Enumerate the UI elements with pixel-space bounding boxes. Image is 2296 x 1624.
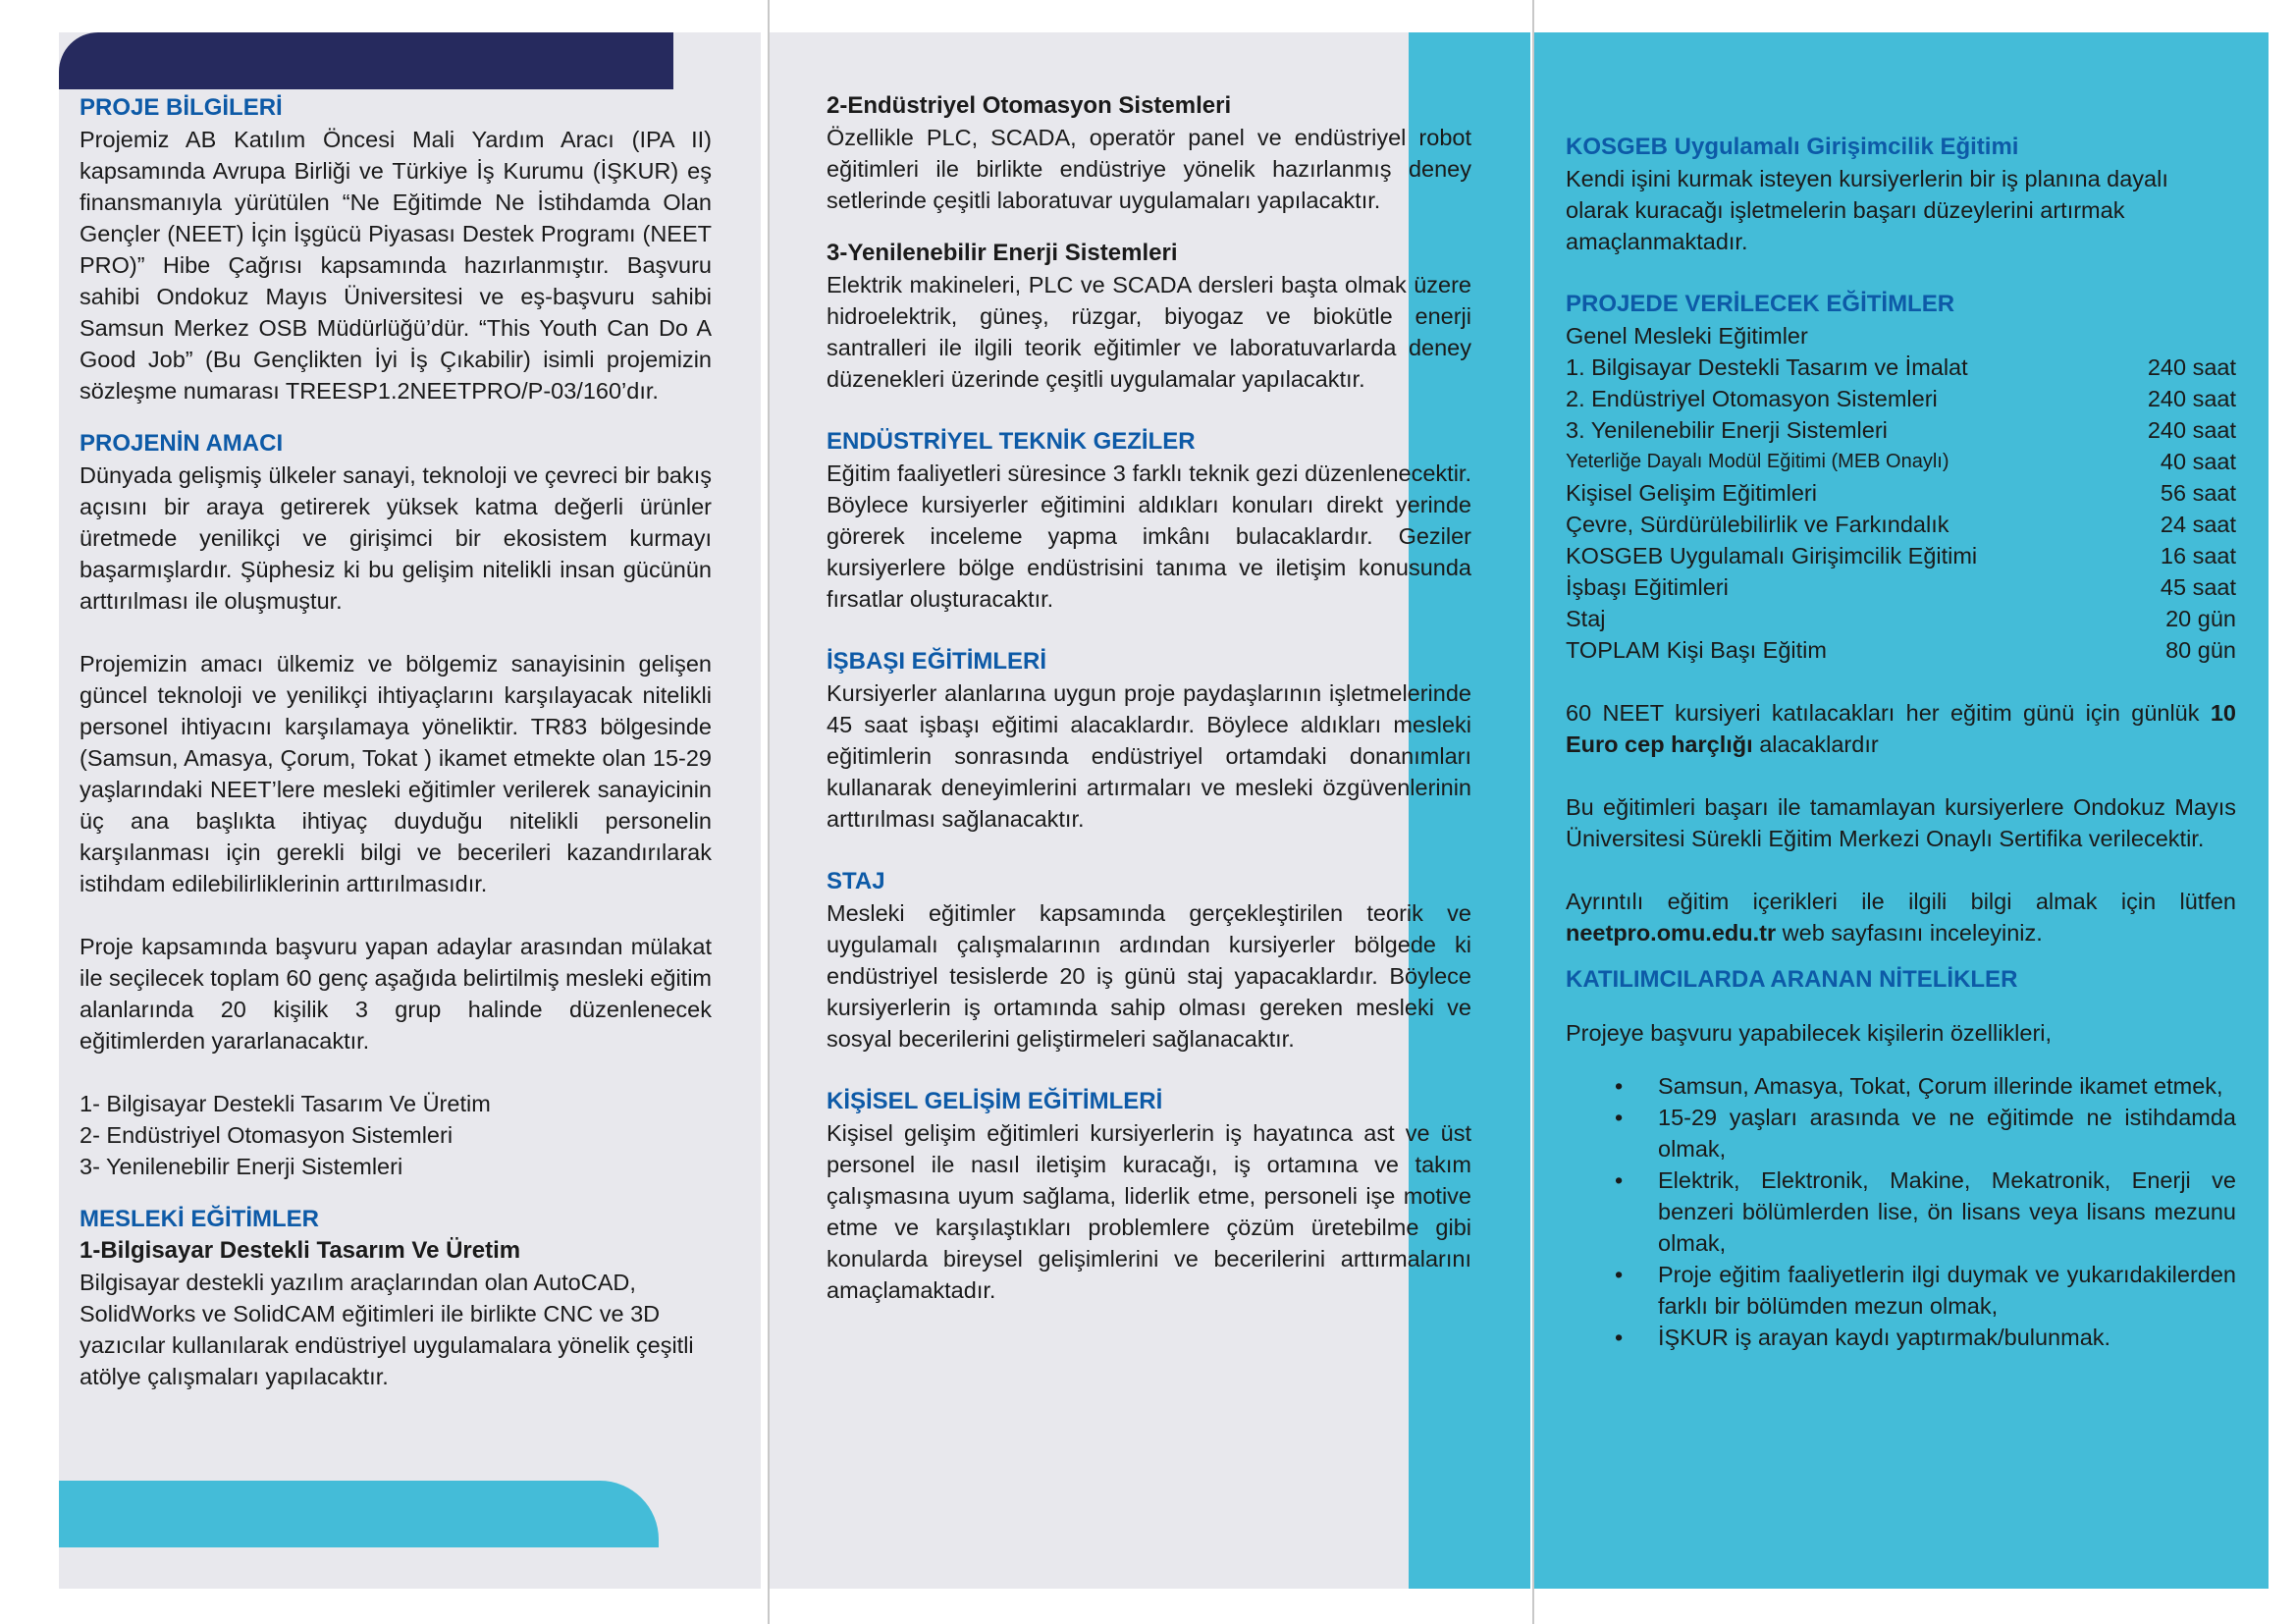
table-row (1566, 446, 2236, 477)
list-item: 1- Bilgisayar Destekli Tasarım Ve Üretim (80, 1091, 491, 1116)
table-row (1566, 571, 2236, 603)
table-row (1566, 383, 2236, 414)
table-cell-hours: 56 saat (2160, 480, 2236, 506)
table-row (1566, 352, 2236, 383)
table-row (1566, 540, 2236, 571)
mesleki-text: Bilgisayar destekli yazılım araçlarından olan AutoCAD, SolidWorks ve SolidCAM eğitimleri ile birlikte CNC ve 3D yazıcılar kullanılarak endüstriyel uygulamalara yönelik çeşitli atölye çalışmaları yapılacaktır. (80, 1270, 694, 1389)
list-item: • Samsun, Amasya, Tokat, Çorum illerinde ikamet etmek, (1615, 1070, 2236, 1102)
enerji-subheading: 3-Yenilenebilir Enerji Sistemleri (827, 240, 1178, 266)
projenin-amaci-paragraph-3: Proje kapsamında başvuru yapan adaylar arasından mülakat ile seçilecek toplam 60 genç aşağıda belirtilmiş mesleki eğitim alanlarında 20 kişilik 3 grup halinde düzenlenecek eğitimlerden yararlanacaktır. (80, 934, 712, 1054)
table-cell-name: İşbaşı Eğitimleri (1566, 574, 1729, 600)
table-row (1566, 477, 2236, 509)
otomasyon-text: Özellikle PLC, SCADA, operatör panel ve endüstriyel robot eğitimleri ile birlikte endüstriye yönelik hazırlanmış deney setlerinde çeşitli laboratuvar uygulamaları yapılacaktır. (827, 125, 1471, 213)
geziler-text: Eğitim faaliyetleri süresince 3 farklı teknik gezi düzenlenecektir. Böylece kursiyerler eğitimini aldıkları konuları direkt yerinde görerek inceleme yapma imkânı bulacaklardır. Geziler kursiyerlere bölge endüstrisini tanıma ve iletişim konusunda fırsatlar oluşturacaktır. (827, 460, 1471, 612)
table-cell-name: Staj (1566, 606, 1606, 631)
table-row (1566, 509, 2236, 540)
egitimler-table (1566, 352, 2236, 666)
projenin-amaci-paragraph-1: Dünyada gelişmiş ülkeler sanayi, teknoloji ve çevreci bir bakış açısını bir araya getirerek yüksek katma değerli ürünler üretmede yenilikçi ve girişimci bir ekosistem kurmayı başarmışlardır. Şüphesiz ki bu gelişim nitelikli insan gücünün arttırılması ile oluşmuştur. (80, 462, 712, 614)
table-cell-hours: 45 saat (2160, 574, 2236, 600)
table-cell-name: 3. Yenilenebilir Enerji Sistemleri (1566, 417, 1888, 443)
table-row (1566, 414, 2236, 446)
table-cell-hours: 16 saat (2160, 543, 2236, 568)
harclik-post: alacaklardır (1752, 731, 1879, 757)
left-column (80, 92, 712, 1392)
table-cell-name: 2. Endüstriyel Otomasyon Sistemleri (1566, 386, 1938, 411)
table-cell-name: 1. Bilgisayar Destekli Tasarım ve İmalat (1566, 354, 1968, 380)
nitelikler-list (1566, 1070, 2236, 1353)
list-item: • İŞKUR iş arayan kaydı yaptırmak/bulunmak. (1615, 1322, 2236, 1353)
table-cell-name: KOSGEB Uygulamalı Girişimcilik Eğitimi (1566, 543, 1978, 568)
table-cell-hours: 240 saat (2147, 417, 2236, 443)
web-pre: Ayrıntılı eğitim içerikleri ile ilgili bilgi almak için lütfen (1566, 889, 2236, 914)
proje-bilgileri-heading: PROJE BİLGİLERİ (80, 94, 283, 121)
egitimler-heading: PROJEDE VERİLECEK EĞİTİMLER (1566, 291, 1955, 317)
cyan-footer-bar (59, 1481, 659, 1547)
table-cell-name: Çevre, Sürdürülebilirlik ve Farkındalık (1566, 512, 1949, 537)
table-cell-name: Yeterliğe Dayalı Modül Eğitimi (MEB Onaylı) (1566, 451, 1949, 472)
kosgeb-heading: KOSGEB Uygulamalı Girişimcilik Eğitimi (1566, 134, 2019, 160)
table-cell-hours: 240 saat (2147, 386, 2236, 411)
staj-heading: STAJ (827, 868, 885, 894)
nitelikler-intro: Projeye başvuru yapabilecek kişilerin özellikleri, (1566, 1020, 2053, 1046)
egitimler-intro: Genel Mesleki Eğitimler (1566, 323, 1808, 349)
table-row (1566, 603, 2236, 634)
list-item: 2- Endüstriyel Otomasyon Sistemleri (80, 1122, 454, 1148)
fold-line-left (768, 0, 770, 1624)
mesleki-egitimler-heading: MESLEKİ EĞİTİMLER (80, 1206, 320, 1232)
staj-text: Mesleki eğitimler kapsamında gerçekleştirilen teorik ve uygulamalı çalışmalarının ardından kursiyerler bölgede ki endüstriyel tesislerde 20 iş günü staj yapacaklardır. Böylece kursiyerlerin iş ortamında sahip olması gereken mesleki ve sosyal becerilerini geliştirmeleri sağlanacaktır. (827, 900, 1471, 1052)
enerji-text: Elektrik makineleri, PLC ve SCADA dersleri başta olmak üzere hidroelektrik, güneş, rüzgar, biyogaz ve biokütle enerji santralleri ile ilgili teorik eğitimler ve laboratuvarlarda deney düzenekleri üzerinde çeşitli uygulamalar yapılacaktır. (827, 272, 1471, 392)
table-cell-hours: 80 gün (2165, 637, 2236, 663)
table-cell-name: TOPLAM Kişi Başı Eğitim (1566, 637, 1827, 663)
isbasi-text: Kursiyerler alanlarına uygun proje paydaşlarının işletmelerinde 45 saat işbaşı eğitimi alacaklardır. Böylece aldıkları mesleki eğitimlerin sonrasında endüstriyel ortamdaki donanımları kullanarak deneyimlerini artırmaları ve mesleki özgüvenlerinin arttırılması sağlanacaktır. (827, 680, 1471, 832)
navy-header-bar (59, 32, 673, 89)
geziler-heading: ENDÜSTRİYEL TEKNİK GEZİLER (827, 428, 1196, 455)
right-column (1566, 132, 2236, 1353)
fold-line-right (1532, 0, 1534, 1624)
nitelikler-heading: KATILIMCILARDA ARANAN NİTELİKLER (1566, 966, 2018, 993)
kosgeb-text: Kendi işini kurmak isteyen kursiyerlerin bir iş planına dayalı olarak kuracağı işletmelerin başarı düzeylerini artırmak amaçlanmaktadır. (1566, 166, 2168, 254)
middle-column (827, 90, 1471, 1306)
mesleki-subheading: 1-Bilgisayar Destekli Tasarım Ve Üretim (80, 1237, 521, 1264)
web-text (1566, 886, 2236, 948)
table-cell-hours: 240 saat (2147, 354, 2236, 380)
table-cell-hours: 20 gün (2165, 606, 2236, 631)
table-cell-name: Kişisel Gelişim Eğitimleri (1566, 480, 1817, 506)
sertifika-text: Bu eğitimleri başarı ile tamamlayan kursiyerlere Ondokuz Mayıs Üniversitesi Sürekli Eğitim Merkezi Onaylı Sertifika verilecektir. (1566, 794, 2236, 851)
projenin-amaci-paragraph-2: Projemizin amacı ülkemiz ve bölgemiz sanayisinin gelişen güncel teknoloji ve yenilikçi ihtiyaçlarını karşılayacak nitelikli personel ihtiyacını karşılamaya yöneliktir. TR83 bölgesinde (Samsun, Amasya, Çorum, Tokat ) ikamet etmekte olan 15-29 yaşlarındaki NEET’lere mesleki eğitimler verilerek sanayicinin üç ana başlıkta ihtiyaç duyduğu nitelikli personelin karşılanması için gerekli bilgi ve becerileri kazandırılarak istihdam edilebilirliklerinin arttırılmasıdır. (80, 651, 712, 896)
web-link[interactable]: neetpro.omu.edu.tr (1566, 920, 1777, 946)
projenin-amaci-heading: PROJENİN AMACI (80, 430, 284, 457)
web-post: web sayfasını inceleyiniz. (1776, 920, 2043, 946)
list-item: 3- Yenilenebilir Enerji Sistemleri (80, 1154, 403, 1179)
list-item: • Elektrik, Elektronik, Makine, Mekatronik, Enerji ve benzeri bölümlerden lise, ön lisans veya lisans mezunu olmak, (1615, 1164, 2236, 1259)
kisisel-gelisim-heading: KİŞİSEL GELİŞİM EĞİTİMLERİ (827, 1088, 1163, 1114)
harclik-pre: 60 NEET kursiyeri katılacakları her eğitim günü için günlük (1566, 700, 2211, 726)
table-cell-hours: 40 saat (2160, 449, 2236, 474)
table-cell-hours: 24 saat (2160, 512, 2236, 537)
kisisel-gelisim-text: Kişisel gelişim eğitimleri kursiyerlerin iş hayatınca ast ve üst personel ile nasıl iletişim kuracağı, iş ortamına ve takım çalışmasına uyum sağlama, liderlik etme, personeli işe motive etme ve karşılaştıkları problemlere çözüm üretebilme gibi konularda bireysel gelişimlerini ve becerilerini arttırmalarını amaçlamaktadır. (827, 1120, 1471, 1303)
list-item: • 15-29 yaşları arasında ve ne eğitimde ne istihdamda olmak, (1615, 1102, 2236, 1164)
harclik-text (1566, 697, 2236, 760)
harclik-amount: 10 Euro cep harçlığı (1566, 700, 2236, 757)
table-row (1566, 634, 2236, 666)
isbasi-heading: İŞBAŞI EĞİTİMLERİ (827, 648, 1047, 675)
otomasyon-subheading: 2-Endüstriyel Otomasyon Sistemleri (827, 92, 1232, 119)
list-item: • Proje eğitim faaliyetlerin ilgi duymak ve yukarıdakilerden farklı bir bölümden mezun olmak, (1615, 1259, 2236, 1322)
proje-bilgileri-text: Projemiz AB Katılım Öncesi Mali Yardım Aracı (IPA II) kapsamında Avrupa Birliği ve Türkiye İş Kurumu (İŞKUR) eş finansmanıyla yürütülen “Ne Eğitimde Ne İstihdamda Olan Gençler (NEET) İçin İşgücü Piyasası Destek Programı (NEET PRO)” Hibe Çağrısı kapsamında hazırlanmıştır. Başvuru sahibi Ondokuz Mayıs Üniversitesi ve eş-başvuru sahibi Samsun Merkez OSB Müdürlüğü’dür. “This Youth Can Do A Good Job” (Bu Gençlikten İyi İş Çıkabilir) isimli projemizin sözleşme numarası TREESP1.2NEETPRO/P-03/160’dır. (80, 127, 712, 404)
